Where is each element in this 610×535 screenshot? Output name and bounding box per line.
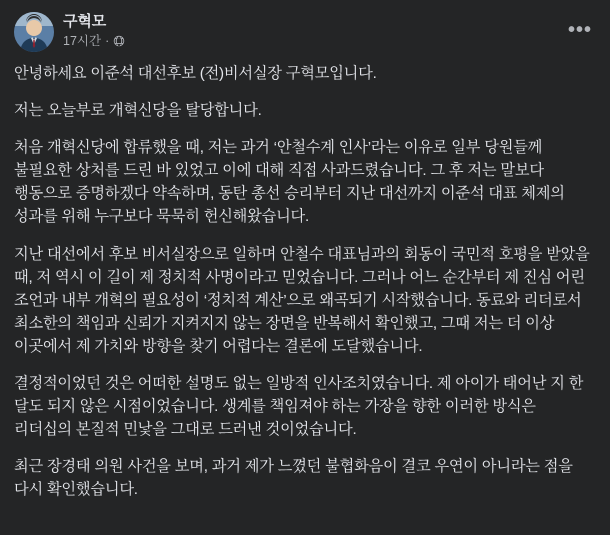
post-paragraph: 최근 장경태 의원 사건을 보며, 과거 제가 느꼈던 불협화음이 결코 우연이 아니라는 점을 다시 확인했습니다. <box>14 458 573 499</box>
post-header-text <box>63 12 564 49</box>
author-name[interactable]: 구혁모 <box>63 13 107 30</box>
post-paragraph: 안녕하세요 이준석 대선후보 (전)비서실장 구혁모입니다. <box>14 65 377 82</box>
menu-dots: ••• <box>567 19 592 41</box>
post-header <box>14 12 596 56</box>
post-paragraph: 결정적이었던 것은 어떠한 설명도 없는 일방적 인사조치였습니다. 제 아이가 태어난 지 한 달도 되지 않은 시점이었습니다. 생계를 책임져야 하는 가장을 향한 이러한 방식은 리더십의 본질적 민낯을 그대로 드러낸 것이었습니다. <box>14 375 584 439</box>
post-paragraph: 처음 개혁신당에 합류했을 때, 저는 과거 ‘안철수계 인사’라는 이유로 일부 당원들께 불필요한 상처를 드린 바 있었고 이에 대해 직접 사과드렸습니다. 그 후 저는 말보다 행동으로 증명하겠다 약속하며, 동탄 총선 승리부터 지난 대선까지 이준석 대표 체제의 성과를 위해 누구보다 묵묵히 헌신해왔습니다. <box>14 139 565 226</box>
post-meta <box>63 33 564 49</box>
post-timestamp[interactable]: 17시간 <box>63 34 102 48</box>
globe-icon[interactable] <box>113 35 125 47</box>
meta-separator: · <box>105 34 110 48</box>
avatar[interactable] <box>14 12 54 52</box>
post-paragraph: 저는 오늘부로 개혁신당을 탈당합니다. <box>14 102 262 120</box>
post-paragraph: 지난 대선에서 후보 비서실장으로 일하며 안철수 대표님과의 회동이 국민적 호평을 받았을 때, 저 역시 이 길이 제 정치적 사명이라고 믿었습니다. 그러나 어느 순간부터 제 진심 어린 조언과 내부 개혁의 필요성이 ‘정치적 계산’으로 왜곡되기 시작했습니다. 동료와 리더로서 최소한의 책임과 신뢰가 지켜지지 않는 장면을 반복해서 확인했고, 그때 저는 더 이상 이곳에서 제 가치와 방향을 찾기 어렵다는 결론에 도달했습니다. <box>14 245 590 355</box>
more-options-icon[interactable] <box>564 14 596 46</box>
post-body <box>14 62 596 502</box>
